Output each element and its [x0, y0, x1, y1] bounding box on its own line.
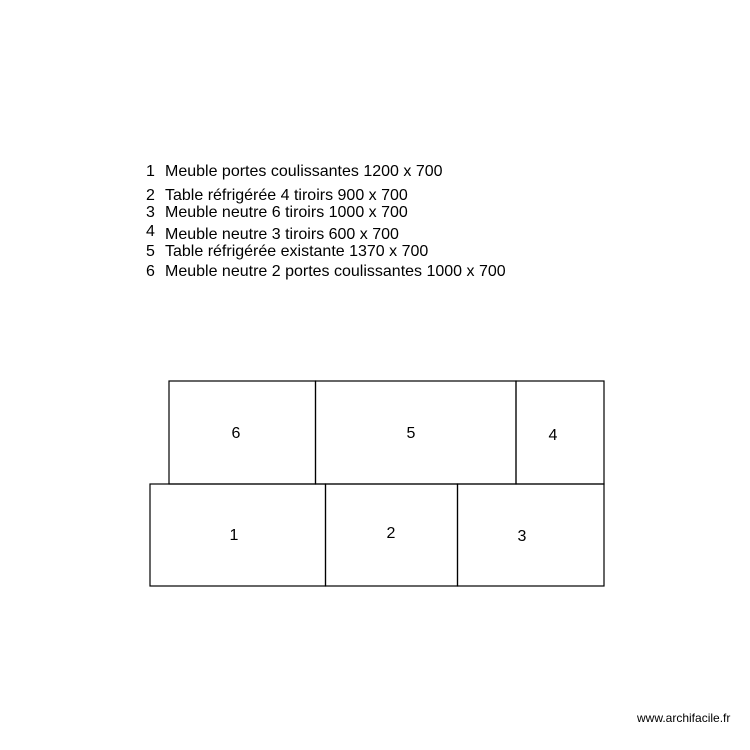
block-label: 1: [229, 527, 239, 545]
furniture-block-4[interactable]: [516, 381, 604, 484]
legend-number: 4: [146, 223, 155, 240]
legend-text: Meuble portes coulissantes 1200 x 700: [165, 163, 443, 180]
legend-text: Meuble neutre 3 tiroirs 600 x 700: [165, 226, 399, 243]
legend-text: Meuble neutre 6 tiroirs 1000 x 700: [165, 204, 408, 221]
legend-number: 1: [146, 163, 155, 180]
legend-number: 5: [146, 243, 155, 260]
legend-text: Table réfrigérée existante 1370 x 700: [165, 243, 429, 260]
watermark-text: www.archifacile.fr: [637, 711, 731, 725]
block-outline: [316, 381, 517, 484]
legend-number: 2: [146, 187, 155, 204]
furniture-block-1[interactable]: [150, 484, 326, 586]
legend-text: Table réfrigérée 4 tiroirs 900 x 700: [165, 187, 408, 204]
block-outline: [516, 381, 604, 484]
legend-number: 6: [146, 263, 155, 280]
block-label: 2: [386, 525, 396, 543]
furniture-block-5[interactable]: [316, 381, 517, 484]
block-label: 5: [406, 425, 416, 443]
block-outline: [169, 381, 316, 484]
legend-number: 3: [146, 204, 155, 221]
block-label: 3: [517, 528, 527, 546]
furniture-block-3[interactable]: [458, 484, 605, 586]
furniture-block-2[interactable]: [326, 484, 458, 586]
block-label: 4: [548, 427, 558, 445]
block-outline: [458, 484, 605, 586]
furniture-block-6[interactable]: [169, 381, 316, 484]
block-label: 6: [231, 425, 241, 443]
legend-text: Meuble neutre 2 portes coulissantes 1000 x 700: [165, 263, 506, 280]
